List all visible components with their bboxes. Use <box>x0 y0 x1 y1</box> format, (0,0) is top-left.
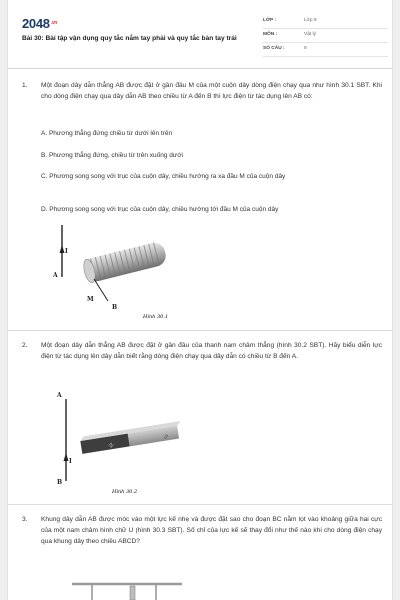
logo-text: 2048 <box>22 16 50 31</box>
figure-30-3 <box>46 578 186 600</box>
label-a: A <box>53 272 58 279</box>
header-divider <box>8 68 392 69</box>
meta-value: Lớp 9 <box>304 18 317 23</box>
figure-30-2 <box>46 385 196 495</box>
question-1 <box>22 80 382 325</box>
question-text: Một đoạn dây dẫn thẳng AB được đặt ở gần đầu của thanh nam châm thẳng (hình 30.2 SBT). Hãy biểu diễn lực điện từ tác dụng lên dây dẫn biết rằng dòng điện chạy qua dây dẫn có chiều từ B đến A. <box>41 342 382 360</box>
coil-diagram <box>46 223 186 323</box>
meta-label: MÔN : <box>263 32 278 37</box>
wire-lead <box>94 279 108 301</box>
worksheet-page <box>7 0 393 600</box>
question-3 <box>22 514 382 600</box>
question-text: Khung dây dẫn AB được móc vào một lực kế nhẹ và được đặt sao cho đoạn BC nằm lọt vào khoảng giữa hai cực của một nam châm hình chữ U (hình 30.3 SBT). Số chỉ của lực kế sẽ thay đổi như thế nào khi cho dòng điện chạy qua khung dây theo chiều ABCD? <box>41 516 382 545</box>
question-number: 1. <box>22 82 28 89</box>
meta-label: LỚP : <box>263 18 277 23</box>
meta-value: Vật lý <box>304 32 316 37</box>
site-logo[interactable] <box>22 16 57 31</box>
answer-option-b: B. Phương thẳng đứng, chiều từ trên xuống dưới <box>41 152 183 159</box>
meta-row-count <box>263 43 388 57</box>
label-i: I <box>69 458 72 465</box>
pole-s: S <box>161 433 169 441</box>
question-number: 2. <box>22 342 28 349</box>
meta-table <box>263 15 388 57</box>
question-text: Một đoạn dây dẫn thẳng AB được đặt ở gần đầu M của một cuộn dây dòng điện chạy qua như hình 30.1 SBT. Khi cho dòng điện chạy qua dây dẫn AB theo chiều từ A đến B thì lực điện từ tác dụng lên AB có: <box>41 82 382 100</box>
lesson-title: Bài 30: Bài tập vận dụng quy tắc nắm tay phải và quy tắc bàn tay trái <box>22 35 237 42</box>
figure-caption: Hình 30.1 <box>143 314 169 320</box>
answer-option-a: A. Phương thẳng đứng chiều từ dưới lên trên <box>41 130 173 137</box>
answer-option-d: D. Phương song song với trục của cuộn dây, chiều hướng tới đầu M của cuộn dây <box>41 206 279 213</box>
force-meter-diagram <box>46 578 186 600</box>
meta-row-subject <box>263 29 388 43</box>
worksheet-header <box>20 14 380 64</box>
label-a: A <box>57 392 62 399</box>
label-b: B <box>57 479 63 486</box>
label-m: M <box>87 296 94 303</box>
magnet-diagram <box>46 385 196 495</box>
question-number: 3. <box>22 516 28 523</box>
figure-caption: Hình 30.2 <box>112 489 138 495</box>
current-arrow-icon <box>64 453 69 461</box>
label-i: I <box>65 248 68 255</box>
meta-row-class <box>263 15 388 29</box>
answer-option-c: C. Phương song song với trục của cuộn dây, chiều hướng ra xa đầu M của cuộn dây <box>41 173 286 180</box>
meta-value: 9 <box>304 46 307 51</box>
force-meter <box>130 586 135 600</box>
figure-30-1 <box>46 223 186 323</box>
label-b: B <box>112 304 118 311</box>
question-divider <box>8 330 392 331</box>
question-divider <box>8 504 392 505</box>
current-arrow-icon <box>60 245 65 253</box>
meta-label: SỐ CÂU : <box>263 46 285 51</box>
bar-magnet <box>80 421 183 454</box>
pole-n: N <box>106 442 115 450</box>
coil <box>82 240 168 283</box>
logo-suffix: .vn <box>50 20 58 26</box>
question-2 <box>22 340 382 500</box>
